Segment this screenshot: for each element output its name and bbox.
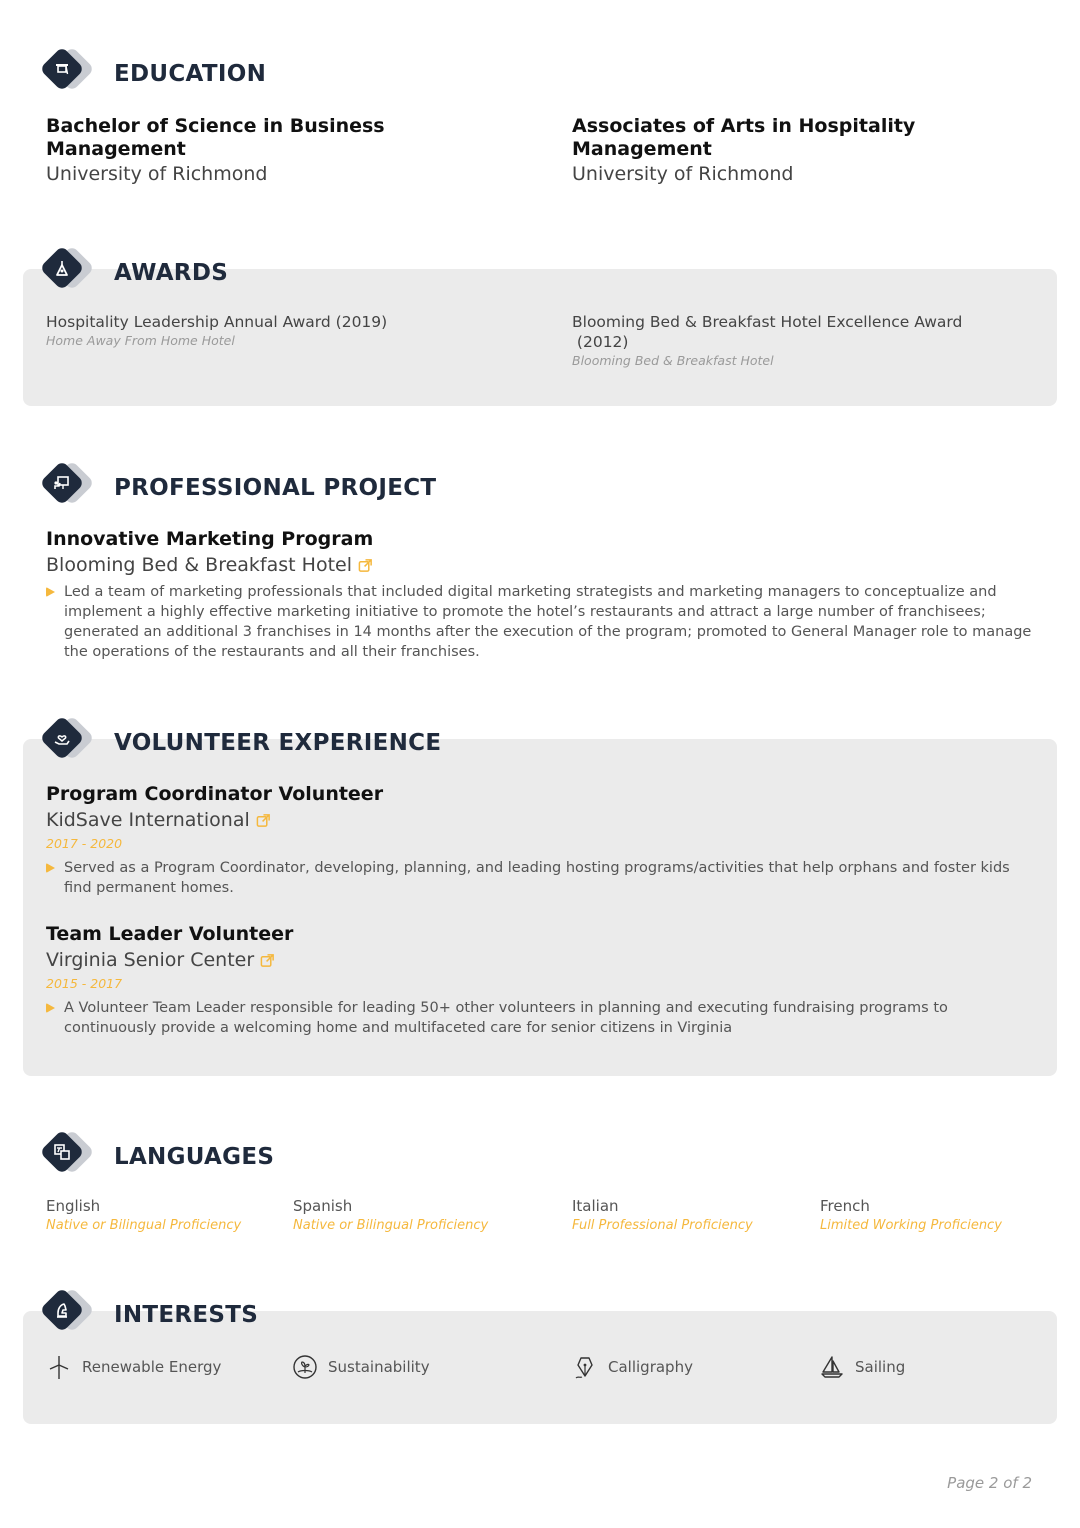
volunteer-role: Team Leader Volunteer — [46, 923, 294, 945]
education-header — [44, 49, 266, 99]
language-level: Limited Working Proficiency — [820, 1218, 1002, 1233]
volunteer-org-row — [46, 948, 1041, 972]
degree-title: Associates of Arts in Hospitality — [572, 115, 916, 137]
language-level: Native or Bilingual Proficiency — [46, 1218, 242, 1233]
interest-item — [292, 1354, 430, 1380]
interests-header — [44, 1290, 258, 1340]
education-item — [46, 115, 526, 186]
school-name: University of Richmond — [572, 163, 794, 185]
languages-header — [44, 1132, 274, 1182]
degree-title-line2: Management — [572, 138, 712, 160]
language-name: Spanish — [293, 1197, 353, 1215]
interest-label: Sailing — [855, 1358, 906, 1376]
language-name: English — [46, 1197, 101, 1215]
helping-hand-heart-icon — [50, 726, 74, 750]
translate-icon — [50, 1140, 74, 1164]
interests-badge — [44, 1290, 102, 1340]
degree-title-line2: Management — [46, 138, 186, 160]
volunteer-bullet: Served as a Program Coordinator, developing, planning, and leading hosting programs/activities that help orphans and foster kids find permanent homes. — [46, 858, 1041, 898]
interest-label: Calligraphy — [608, 1358, 693, 1376]
external-link-icon[interactable] — [256, 813, 271, 828]
award-title: Blooming Bed & Breakfast Hotel Excellence Award — [572, 313, 963, 331]
interest-item — [572, 1354, 693, 1380]
award-title: Hospitality Leadership Annual Award (2019) — [46, 313, 388, 331]
project-org-row — [46, 553, 1036, 577]
language-item — [46, 1196, 241, 1236]
language-level: Native or Bilingual Proficiency — [293, 1218, 489, 1233]
volunteer-org: Virginia Senior Center — [46, 949, 255, 971]
education-badge — [44, 49, 102, 99]
awards-header — [44, 248, 228, 298]
awards-badge — [44, 248, 102, 298]
awards-title: AWARDS — [114, 260, 229, 286]
sailboat-icon — [819, 1354, 845, 1380]
education-title: EDUCATION — [114, 61, 267, 87]
project-header — [44, 463, 436, 513]
interest-item — [46, 1354, 221, 1380]
volunteer-bullet: A Volunteer Team Leader responsible for leading 50+ other volunteers in planning and executing fundraising programs to continuously provide a welcoming home and multifaceted care for senior citizens in Virginia — [46, 998, 1041, 1038]
volunteer-badge — [44, 718, 102, 768]
fountain-pen-icon — [572, 1354, 598, 1380]
language-name: Italian — [572, 1197, 619, 1215]
school-name: University of Richmond — [46, 163, 268, 185]
language-item — [293, 1196, 488, 1236]
project-title: PROFESSIONAL PROJECT — [114, 475, 437, 501]
volunteer-title: VOLUNTEER EXPERIENCE — [114, 730, 442, 756]
volunteer-org: KidSave International — [46, 809, 250, 831]
volunteer-header — [44, 718, 441, 768]
presentation-icon — [50, 471, 74, 495]
languages-title: LANGUAGES — [114, 1144, 275, 1170]
award-icon — [50, 256, 74, 280]
project-badge — [44, 463, 102, 513]
interests-title: INTERESTS — [114, 1302, 259, 1328]
volunteer-dates: 2017 - 2020 — [46, 836, 123, 851]
education-item — [572, 115, 1052, 186]
volunteer-role: Program Coordinator Volunteer — [46, 783, 384, 805]
volunteer-org-row — [46, 808, 1041, 832]
volunteer-dates: 2015 - 2017 — [46, 976, 123, 991]
award-item — [572, 312, 1042, 370]
project-bullet: Led a team of marketing professionals that included digital marketing strategists and marketing managers to conceptualize and implement a highly effective marketing initiative to promote the hotel’s restaurants and attract a large number of franchisees; generated an additional 3 franchises in 14 months after the execution of the program; promoted to General Manager role to manage the operations of the restaurants and all their franchises. — [46, 582, 1036, 662]
volunteer-item — [46, 783, 1041, 898]
external-link-icon[interactable] — [358, 558, 373, 573]
interest-label: Renewable Energy — [82, 1358, 222, 1376]
project-item — [46, 528, 1036, 662]
award-org: Home Away From Home Hotel — [46, 333, 235, 348]
chess-knight-icon — [50, 1298, 74, 1322]
wind-turbine-icon — [46, 1354, 72, 1380]
volunteer-item — [46, 923, 1041, 1038]
language-item — [572, 1196, 753, 1236]
globe-plant-icon — [292, 1354, 318, 1380]
project-name: Innovative Marketing Program — [46, 528, 374, 550]
language-level: Full Professional Proficiency — [572, 1218, 753, 1233]
project-org: Blooming Bed & Breakfast Hotel — [46, 554, 352, 576]
award-org: Blooming Bed & Breakfast Hotel — [572, 353, 774, 368]
page-number: Page 2 of 2 — [947, 1474, 1032, 1492]
language-item — [820, 1196, 1002, 1236]
interest-item — [819, 1354, 905, 1380]
award-item — [46, 312, 526, 350]
external-link-icon[interactable] — [260, 953, 275, 968]
language-name: French — [820, 1197, 870, 1215]
interest-label: Sustainability — [328, 1358, 430, 1376]
degree-title: Bachelor of Science in Business — [46, 115, 385, 137]
languages-badge — [44, 1132, 102, 1182]
award-title-line2: (2012) — [572, 333, 629, 351]
graduation-cap-icon — [50, 57, 74, 81]
